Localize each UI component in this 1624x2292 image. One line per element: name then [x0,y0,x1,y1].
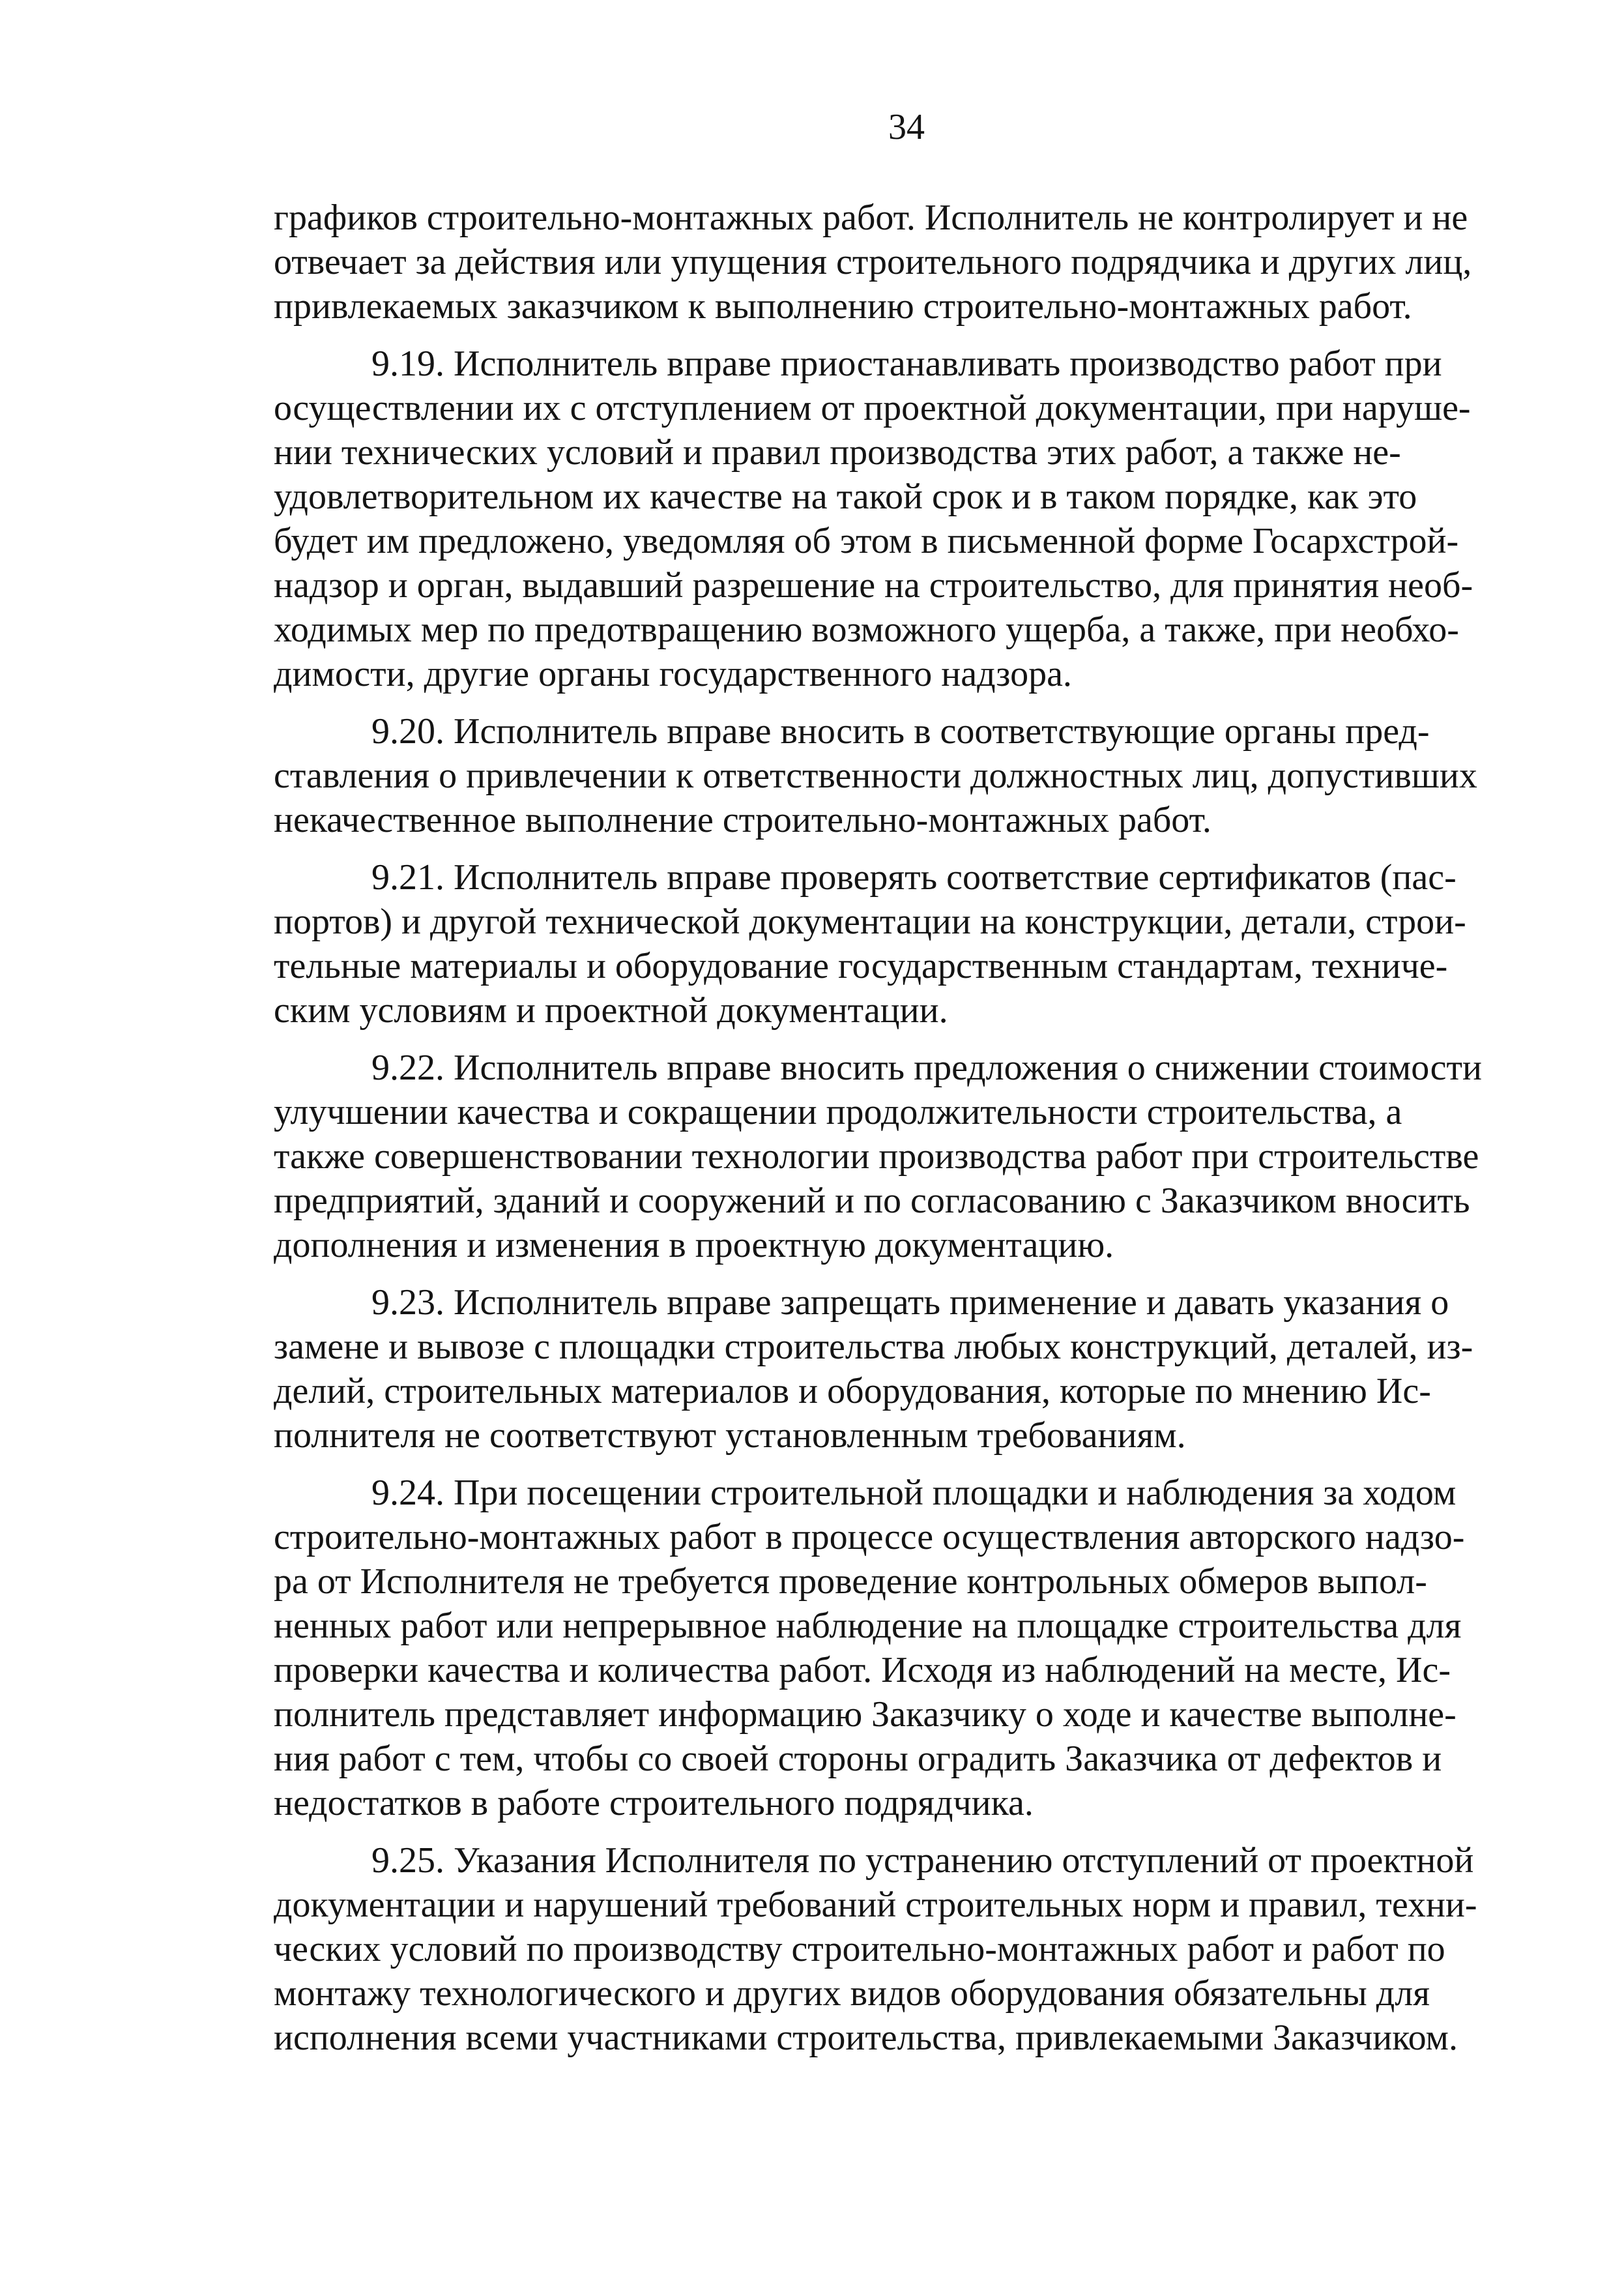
text-line: портов) и другой технической документации на конструкции, детали, строи- [274,902,1466,942]
text-line: замене и вывозе с площадки строительства любых конструкций, деталей, из- [274,1327,1473,1367]
text-line: 9.25. Указания Исполнителя по устранению отступлений от проектной [371,1840,1474,1881]
text-line: 9.19. Исполнитель вправе приостанавливать производство работ при [371,344,1442,384]
text-line: димости, другие органы государственного надзора. [274,654,1072,694]
text-line: монтажу технологического и других видов оборудования обязательны для [274,1973,1430,2014]
text-line: 9.20. Исполнитель вправе вносить в соответствующие органы пред- [371,711,1430,752]
paragraph-9-22 [274,1046,1518,1267]
paragraph-9-19 [274,342,1518,696]
text-line: исполнения всеми участниками строительства, привлекаемыми Заказчиком. [274,2018,1458,2058]
text-line: осуществлении их с отступлением от проектной документации, при наруше- [274,388,1471,428]
text-line: 9.24. При посещении строительной площадки и наблюдения за ходом [371,1473,1457,1513]
text-line: полнитель представляет информацию Заказчику о ходе и качестве выполне- [274,1694,1457,1735]
text-line: ходимых мер по предотвращению возможного ущерба, а также, при необхо- [274,610,1459,650]
text-line: удовлетворительном их качестве на такой срок и в таком порядке, как это [274,477,1417,517]
text-line: делий, строительных материалов и оборудования, которые по мнению Ис- [274,1371,1431,1411]
text-line: графиков строительно-монтажных работ. Исполнитель не контролирует и не [274,198,1468,238]
paragraph-continuation [274,196,1518,329]
text-line: нии технических условий и правил производства этих работ, а также не- [274,432,1401,473]
paragraph-9-23 [274,1280,1518,1458]
text-line: надзор и орган, выдавший разрешение на строительство, для принятия необ- [274,565,1473,606]
text-line: ненных работ или непрерывное наблюдение на площадке строительства для [274,1606,1462,1646]
paragraph-9-25 [274,1838,1518,2060]
text-line: проверки качества и количества работ. Исходя из наблюдений на месте, Ис- [274,1650,1451,1690]
text-line: улучшении качества и сокращении продолжительности строительства, а [274,1092,1402,1132]
page-number: 34 [888,107,925,147]
paragraph-9-21 [274,855,1518,1033]
text-line: некачественное выполнение строительно-монтажных работ. [274,800,1211,840]
text-line: полнителя не соответствуют установленным требованиям. [274,1415,1186,1456]
text-line: ния работ с тем, чтобы со своей стороны оградить Заказчика от дефектов и [274,1739,1442,1779]
text-line: 9.23. Исполнитель вправе запрещать применение и давать указания о [371,1282,1449,1323]
paragraph-9-20 [274,709,1518,842]
text-line: привлекаемых заказчиком к выполнению строительно-монтажных работ. [274,286,1412,327]
text-line: дополнения и изменения в проектную документацию. [274,1225,1114,1265]
document-body [274,196,1518,2073]
text-line: ским условиям и проектной документации. [274,990,948,1031]
text-line: ра от Исполнителя не требуется проведение контрольных обмеров выпол- [274,1561,1427,1602]
paragraph-9-24 [274,1471,1518,1825]
text-line: строительно-монтажных работ в процессе осуществления авторского надзо- [274,1517,1465,1557]
text-line: также совершенствовании технологии производства работ при строительстве [274,1136,1479,1177]
text-line: будет им предложено, уведомляя об этом в письменной форме Госархстрой- [274,521,1459,561]
text-line: недостатков в работе строительного подрядчика. [274,1783,1034,1823]
text-line: ческих условий по производству строительно-монтажных работ и работ по [274,1929,1445,1969]
text-line: 9.22. Исполнитель вправе вносить предложения о снижении стоимости [371,1048,1482,1088]
text-line: тельные материалы и оборудование государственным стандартам, техниче- [274,946,1448,986]
text-line: 9.21. Исполнитель вправе проверять соответствие сертификатов (пас- [371,857,1457,898]
text-line: ставления о привлечении к ответственности должностных лиц, допустивших [274,756,1477,796]
text-line: отвечает за действия или упущения строительного подрядчика и других лиц, [274,242,1472,282]
text-line: документации и нарушений требований строительных норм и правил, техни- [274,1885,1477,1925]
text-line: предприятий, зданий и сооружений и по согласованию с Заказчиком вносить [274,1181,1470,1221]
